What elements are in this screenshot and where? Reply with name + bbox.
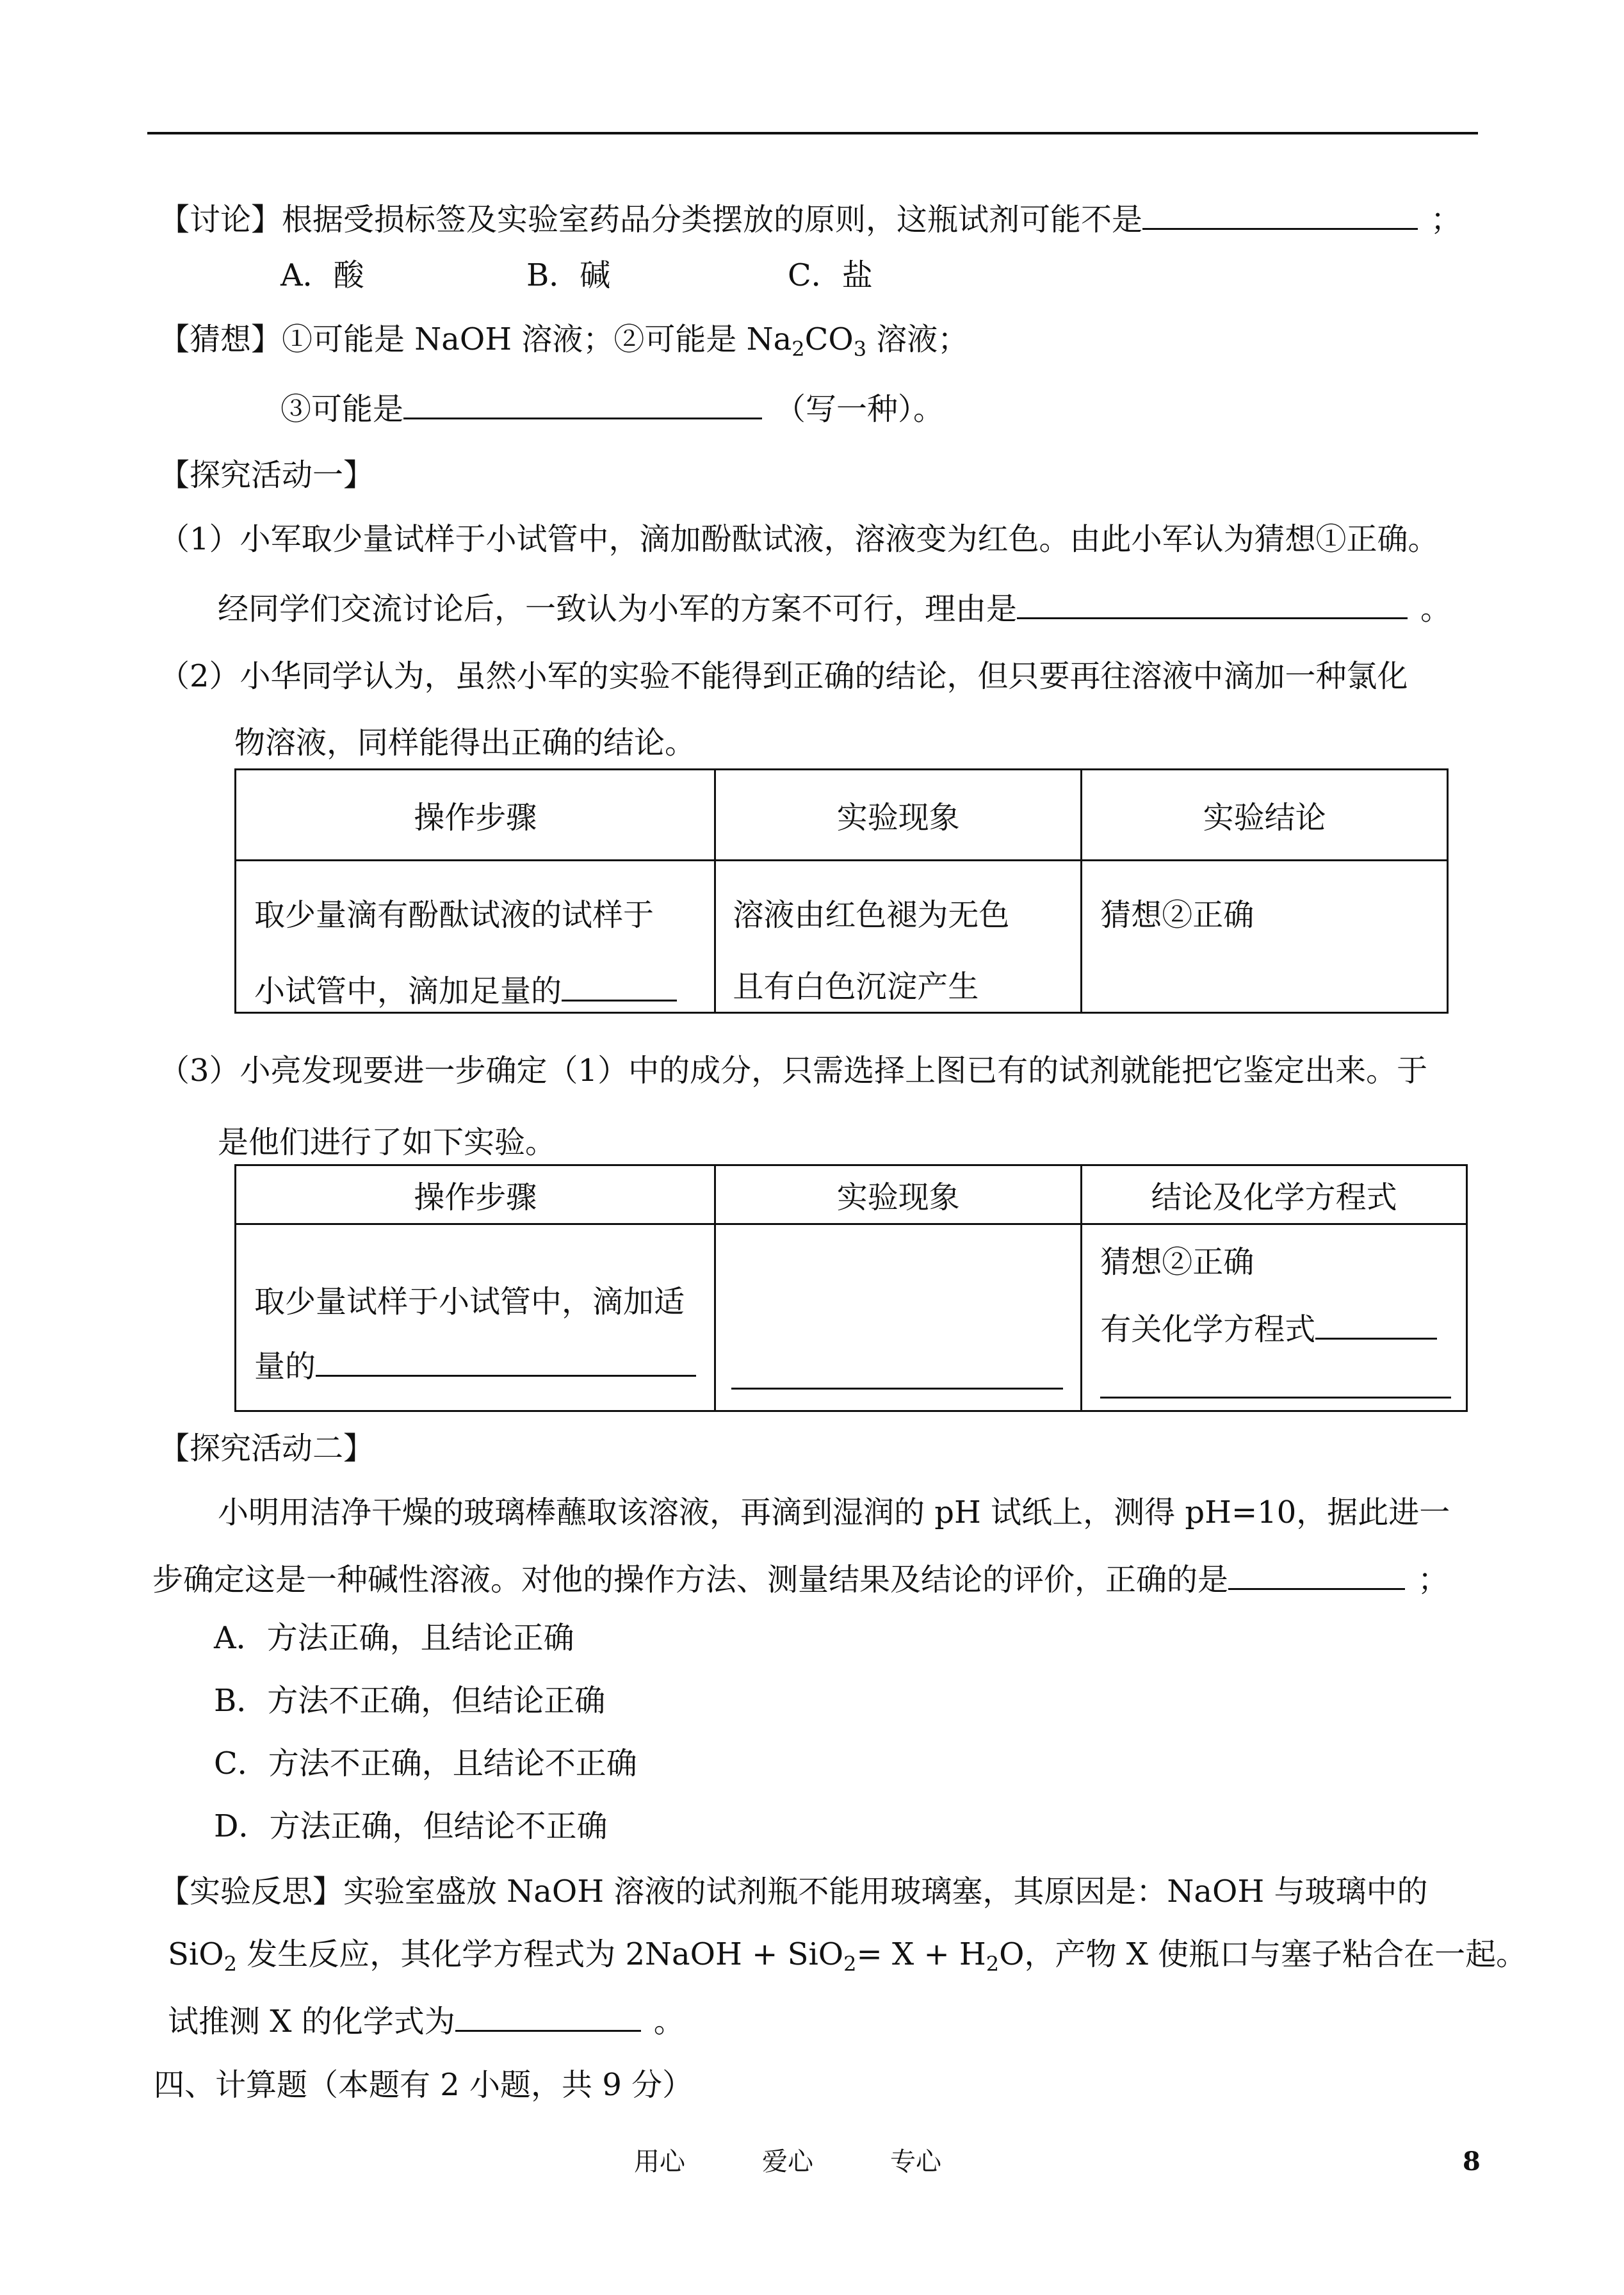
- reason-answer-blank[interactable]: [1017, 589, 1408, 619]
- discussion-text: 根据受损标签及实验室药品分类摆放的原则，这瓶试剂可能不是: [282, 202, 1143, 238]
- discussion-option-c: C．盐: [788, 257, 873, 293]
- activity1-p2-line1: （2）小华同学认为，虽然小军的实验不能得到正确的结论，但只要再往溶液中滴加一种氯化: [159, 658, 1408, 694]
- table1-cell-phenomenon: 溶液由红色褪为无色 且有白色沉淀产生: [715, 861, 1082, 1013]
- table1-header-phenomenon: 实验现象: [715, 770, 1082, 861]
- hypothesis-line-1: 【猜想】①可能是 NaOH 溶液；②可能是 $Na_2CO_3$ 溶液；: [159, 321, 969, 361]
- table2-header-operation: 操作步骤: [236, 1165, 715, 1224]
- footer-item-2: 爱心: [762, 2147, 813, 2177]
- activity1-title: 【探究活动一】: [159, 457, 375, 493]
- footer-item-3: 专心: [890, 2147, 941, 2177]
- footer-item-1: 用心: [634, 2147, 685, 2177]
- table1-header-operation: 操作步骤: [236, 770, 715, 861]
- activity2-option-c: C．方法不正确，且结论不正确: [214, 1746, 637, 1781]
- discussion-line: 【讨论】根据受损标签及实验室药品分类摆放的原则，这瓶试剂可能不是 ；: [159, 200, 1461, 235]
- activity2-option-b: B．方法不正确，但结论正确: [214, 1683, 606, 1719]
- table1-cell-conclusion: 猜想②正确: [1082, 861, 1448, 1013]
- table2-phenomenon-blank[interactable]: [731, 1359, 1063, 1390]
- reflection-tag: 【实验反思】: [159, 1874, 344, 1910]
- header-rule: [147, 132, 1478, 134]
- hypothesis-tag: 【猜想】: [159, 321, 282, 357]
- page-number: 8: [1463, 2146, 1481, 2177]
- table1-header-conclusion: 实验结论: [1082, 770, 1448, 861]
- experiment-table-2: [234, 1164, 1468, 1412]
- activity1-p2-line2: 物溶液，同样能得出正确的结论。: [234, 725, 696, 761]
- activity2-line1: 小明用洁净干燥的玻璃棒蘸取该溶液，再滴到湿润的 pH 试纸上，测得 pH=10，据此进一: [218, 1495, 1450, 1530]
- reagent-answer-blank[interactable]: [562, 971, 677, 1002]
- reflection-line2: SiO$_2$ 发生反应，其化学方程式为 2NaOH + $SiO_2= X + H_2O$，产物 X 使瓶口与塞子粘合在一起。: [168, 1936, 1527, 1976]
- table2-header-conclusion: 结论及化学方程式: [1082, 1165, 1467, 1224]
- experiment-table-1: [234, 768, 1449, 1014]
- activity2-title: 【探究活动二】: [159, 1431, 375, 1466]
- evaluation-answer-blank[interactable]: [1228, 1560, 1405, 1590]
- discussion-option-b: B．碱: [526, 257, 611, 293]
- formula-answer-blank[interactable]: [455, 2002, 641, 2032]
- reflection-line1: 【实验反思】实验室盛放 NaOH 溶液的试剂瓶不能用玻璃塞，其原因是：NaOH 与玻璃中的: [159, 1874, 1428, 1910]
- reflection-line3: 试推测 X 的化学式为 。: [168, 2002, 685, 2037]
- activity2-option-a: A．方法正确，且结论正确: [214, 1620, 574, 1656]
- table2-header-phenomenon: 实验现象: [715, 1165, 1082, 1224]
- discussion-tag: 【讨论】: [159, 202, 282, 238]
- table2-reagent-blank[interactable]: [316, 1347, 696, 1377]
- table2-equation-blank-2[interactable]: [1100, 1368, 1451, 1399]
- activity2-option-d: D．方法正确，但结论不正确: [214, 1808, 608, 1844]
- activity2-line2: 步确定这是一种碱性溶液。对他的操作方法、测量结果及结论的评价，正确的是 ；: [152, 1560, 1449, 1595]
- hypothesis-answer-blank[interactable]: [403, 389, 762, 419]
- section4-heading: 四、计算题（本题有 2 小题，共 9 分）: [154, 2067, 694, 2103]
- discussion-option-a: A．酸: [280, 257, 364, 293]
- table2-cell-conclusion: 猜想②正确 有关化学方程式: [1082, 1224, 1467, 1411]
- hypothesis-line-2: ③可能是 （写一种）。: [280, 389, 944, 425]
- table2-cell-phenomenon: [715, 1224, 1082, 1411]
- discussion-answer-blank[interactable]: [1142, 200, 1418, 230]
- table2-equation-blank-1[interactable]: [1315, 1310, 1437, 1340]
- activity1-p1-line1: （1）小军取少量试样于小试管中，滴加酚酞试液，溶液变为红色。由此小军认为猜想①正确。: [159, 521, 1439, 557]
- activity1-p3-line1: （3）小亮发现要进一步确定（1）中的成分，只需选择上图已有的试剂就能把它鉴定出来。于: [159, 1053, 1428, 1089]
- activity1-p3-line2: 是他们进行了如下实验。: [218, 1124, 556, 1160]
- table1-cell-operation: 取少量滴有酚酞试液的试样于 小试管中，滴加足量的: [236, 861, 715, 1013]
- table2-cell-operation: 取少量试样于小试管中，滴加适 量的: [236, 1224, 715, 1411]
- activity1-p1-line2: 经同学们交流讨论后，一致认为小军的方案不可行，理由是 。: [218, 589, 1451, 624]
